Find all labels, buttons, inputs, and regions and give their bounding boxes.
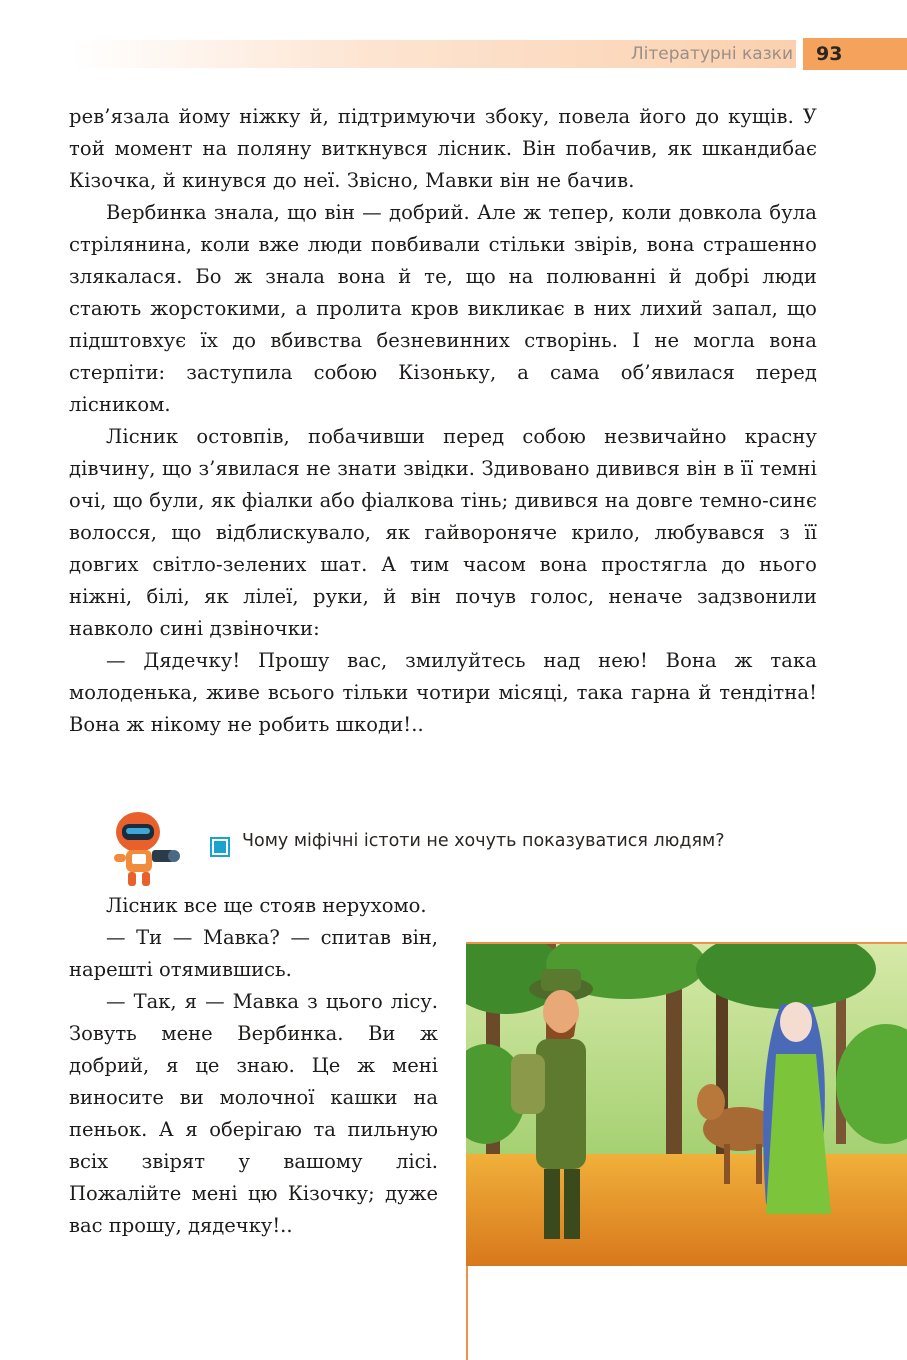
robot-mascot-icon — [108, 806, 188, 892]
question-text: Чому міфічні істоти не хочуть показуватися людям? — [242, 831, 725, 851]
bullet-square-icon — [212, 839, 228, 855]
paragraph: — Дядечку! Прошу вас, змилуйтесь над нею! Вона ж така молоденька, живе всього тільки чотири місяці, така гарна й тендітна! Вона ж нікому не робить шкоди!.. — [69, 649, 817, 736]
forest-illustration — [466, 944, 907, 1266]
paragraph: Лісник все ще стояв нерухомо. — [106, 894, 427, 917]
page-number: 93 — [803, 38, 907, 70]
section-title: Літературні казки — [630, 44, 793, 64]
paragraph: Лісник остовпів, побачивши перед собою незвичайно красну дівчину, що з’явилася не знати звідки. Здивовано дивився він в її темні очі, що були, як фіалки або фіалкова тінь; дивився на довге темно-синє волосся, що відблискувало, як гайвороняче крило, любувався з її довгих світло-зелених шат. А тим часом вона простягла до нього ніжні, білі, як лілеї, руки, й він почув голос, неначе задзвонили навколо сині дзвіночки: — [69, 425, 817, 640]
paragraph: — Ти — Мавка? — спитав він, нарешті отямившись. — [69, 926, 438, 981]
illustration-frame-left — [466, 1266, 468, 1360]
paragraph: Вербинка знала, що він — добрий. Але ж тепер, коли довкола була стрілянина, коли вже люди повбивали стільки звірів, вона страшенно злякалася. Бо ж знала вона й те, що на полюванні й добрі люди стають жорстокими, а пролита кров викликає в них лихий запал, що підштовхує їх до вбивства безневинних створінь. І не могла вона стерпіти: заступила собою Кізоньку, а сама об’явилася перед лісником. — [69, 201, 817, 416]
main-text-middle — [69, 890, 817, 922]
main-text-top — [69, 101, 817, 741]
paragraph: рев’язала йому ніжку й, підтримуючи збоку, повела його до кущів. У той момент на поляну виткнувся лісник. Він побачив, як шкандибає Кізочка, й кинувся до неї. Звісно, Мавки він не бачив. — [69, 105, 817, 192]
main-text-left-column — [69, 922, 438, 1242]
question-box — [108, 806, 828, 892]
paragraph: — Так, я — Мавка з цього лісу. Зовуть мене Вербинка. Ви ж добрий, я це знаю. Це ж мені виносите ви молочної кашки на пеньок. А я оберігаю та пильную всіх звірят у вашому лісі. Пожалійте мені цю Кізочку; дуже вас прошу, дядечку!.. — [69, 990, 438, 1237]
